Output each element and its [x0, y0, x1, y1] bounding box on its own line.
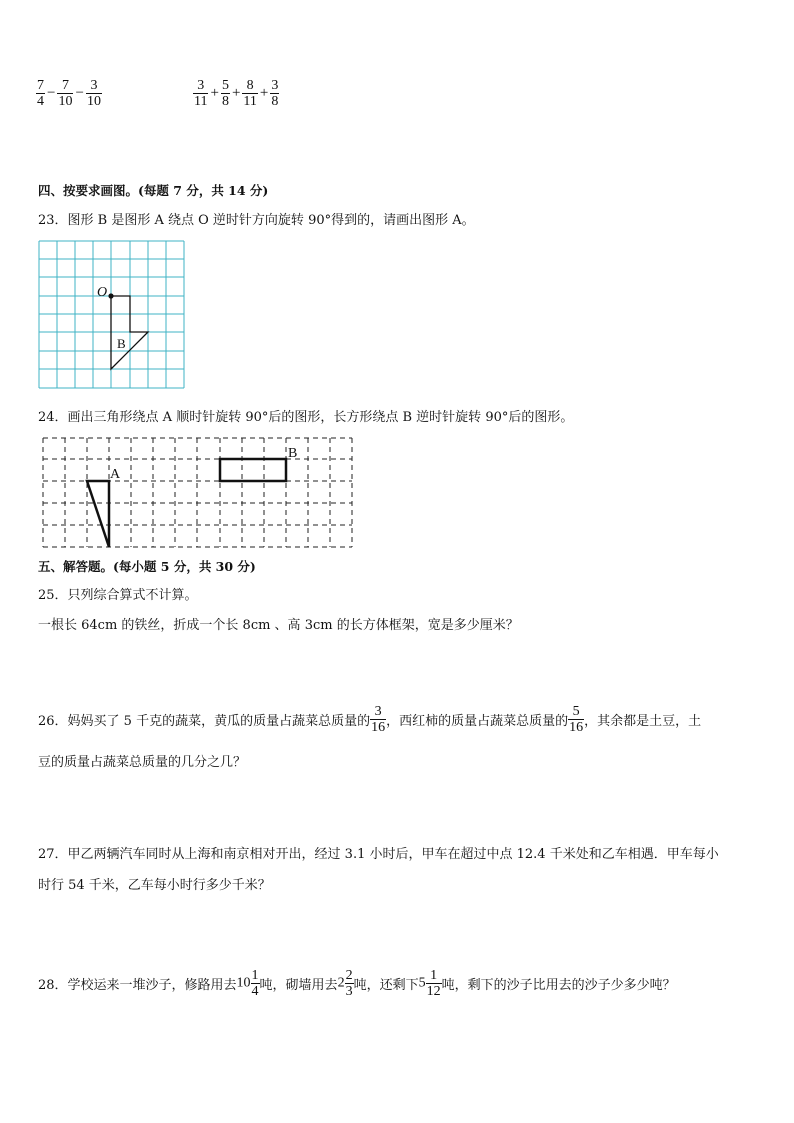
operator: − [47, 85, 56, 101]
operator: + [210, 85, 219, 101]
fraction: $\frac{3}{16}$ [371, 704, 386, 735]
triangle [87, 481, 109, 547]
q24-grid-figure [40, 436, 356, 552]
operator: + [259, 85, 269, 101]
question-26: 26．妈妈买了 5 千克的蔬菜，黄瓜的质量占蔬菜总质量的 $\frac{3}{16}$ ，西红柿的质量占蔬菜总质量的 $\frac{5}{16}$ ，其余都是土豆，土 [38, 704, 702, 735]
label-o: O [97, 285, 108, 300]
section-5-heading: 五、解答题。(每小题 5 分，共 30 分) [38, 559, 256, 574]
question-24: 24．画出三角形绕点 A 顺时针旋转 90°后的图形，长方形绕点 B 逆时针旋转 90°后的图形。 [38, 410, 574, 425]
question-27-line2: 时行 54 千米，乙车每小时行多少千米？ [38, 878, 271, 893]
question-25-title: 25．只列综合算式不计算。 [38, 588, 198, 603]
question-25-body: 一根长 64cm 的铁丝，折成一个长 8cm 、高 3cm 的长方体框架，宽是多少厘米？ [38, 618, 519, 633]
question-28: 28．学校运来一堆沙子，修路用去10 $\frac{1}{4}$ 吨，砌墙用去2 $\frac{2}{3}$ 吨，还剩下5 $\frac{1}{12}$ 吨，剩下的沙子比用去的沙子少多少吨？ [38, 968, 676, 999]
rectangle [220, 459, 286, 481]
fraction: $\frac{7}{4}$ [37, 78, 44, 109]
fraction: $\frac{1}{12}$ [426, 968, 441, 999]
question-23: 23．图形 B 是图形 A 绕点 O 逆时针方向旋转 90°得到的，请画出图形 A。 [38, 213, 475, 228]
fraction: $\frac{2}{3}$ [345, 968, 353, 999]
label-b: B [117, 336, 126, 351]
fraction: $\frac{3}{11}$ [194, 78, 208, 109]
point-o [108, 293, 113, 298]
expression-1 [36, 78, 102, 109]
fraction: $\frac{5}{8}$ [221, 78, 229, 109]
fraction: $\frac{8}{11}$ [243, 78, 257, 109]
section-4-heading: 四、按要求画图。(每题 7 分，共 14 分) [38, 183, 269, 198]
expression-2 [193, 78, 279, 109]
q23-grid-figure [38, 240, 188, 390]
label-b: B [288, 446, 298, 461]
fraction: $\frac{3}{8}$ [271, 78, 279, 109]
fraction: $\frac{7}{10}$ [58, 78, 73, 109]
question-26-line2: 豆的质量占蔬菜总质量的几分之几？ [38, 755, 247, 770]
fraction: $\frac{3}{10}$ [86, 78, 101, 109]
mixed-whole: 10 [236, 975, 251, 991]
mixed-whole: 2 [337, 975, 345, 991]
dashed-grid [43, 438, 352, 547]
mixed-whole: 5 [418, 975, 426, 991]
fraction: $\frac{1}{4}$ [251, 968, 259, 999]
fraction: $\frac{5}{16}$ [569, 704, 584, 735]
question-27-line1: 27．甲乙两辆汽车同时从上海和南京相对开出，经过 3.1 小时后，甲车在超过中点 12.4 千米处和乙车相遇．甲车每小 [38, 847, 719, 862]
label-a: A [110, 467, 121, 482]
operator: + [231, 85, 241, 101]
operator: − [75, 85, 84, 101]
